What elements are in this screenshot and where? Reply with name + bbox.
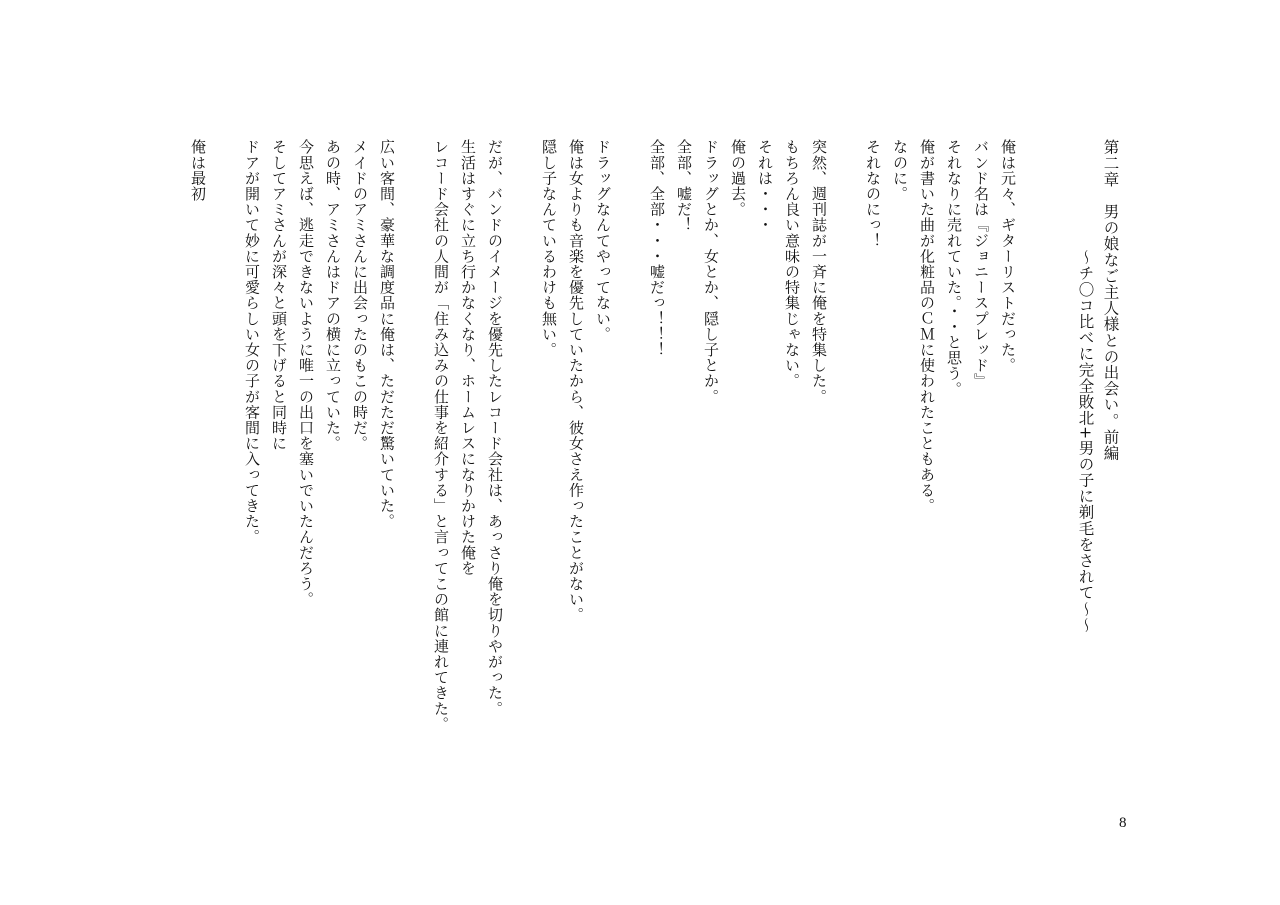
- text-line: それなりに売れていた。・・と思う。: [945, 139, 963, 397]
- text-line: ドラッグなんてやってない。: [594, 139, 612, 342]
- text-line: レコード会社の人間が「住み込みの仕事を紹介する」と言ってこの館に連れてきた。: [432, 139, 450, 732]
- text-line: 広い客間、豪華な調度品に俺は、ただただ驚いていた。: [378, 139, 396, 529]
- text-line: それは・・・: [756, 139, 774, 233]
- text-line: 俺が書いた曲が化粧品のＣＭに使われたこともある。: [918, 139, 936, 514]
- text-line: 全部、嘘だ！: [675, 139, 693, 233]
- text-line: だが、バンドのイメージを優先したレコード会社は、あっさり俺を切りやがった。: [486, 139, 504, 717]
- text-line: ドラッグとか、女とか、隠し子とか。: [702, 139, 720, 405]
- page-number: 8: [1119, 815, 1127, 831]
- text-line: 俺は最初: [189, 139, 207, 202]
- text-line: 突然、週刊誌が一斉に俺を特集した。: [810, 139, 828, 405]
- text-line: あの時、アミさんはドアの横に立っていた。: [324, 139, 342, 451]
- text-line: なのに。: [891, 139, 909, 202]
- text-line: そしてアミさんが深々と頭を下げると同時に: [270, 139, 288, 451]
- text-line: メイドのアミさんに出会ったのもこの時だ。: [351, 139, 369, 451]
- chapter-title: 第二章 男の娘なご主人様との出会い。前編: [1101, 139, 1120, 461]
- text-line: ドアが開いて妙に可愛らしい女の子が客間に入ってきた。: [243, 139, 261, 545]
- text-line: 全部、全部・・・嘘だっ！！！: [648, 139, 666, 358]
- text-line: バンド名は『ジョニースプレッド』: [972, 139, 990, 389]
- text-line: もちろん良い意味の特集じゃない。: [783, 139, 801, 389]
- text-line: 今思えば、逃走できないように唯一の出口を塞いでいたんだろう。: [297, 139, 315, 607]
- chapter-subtitle: ～チ〇コ比べに完全敗北+男の子に剃毛をされて～～: [1076, 249, 1095, 633]
- text-line: 隠し子なんているわけも無い。: [540, 139, 558, 358]
- text-line: 俺の過去。: [729, 139, 747, 217]
- text-line: 俺は女よりも音楽を優先していたから、彼女さえ作ったことがない。: [567, 139, 585, 623]
- text-line: 俺は元々、ギターリストだった。: [999, 139, 1017, 373]
- text-line: それなのにっ！: [864, 139, 882, 249]
- text-line: 生活はすぐに立ち行かなくなり、ホームレスになりかけた俺を: [459, 139, 477, 576]
